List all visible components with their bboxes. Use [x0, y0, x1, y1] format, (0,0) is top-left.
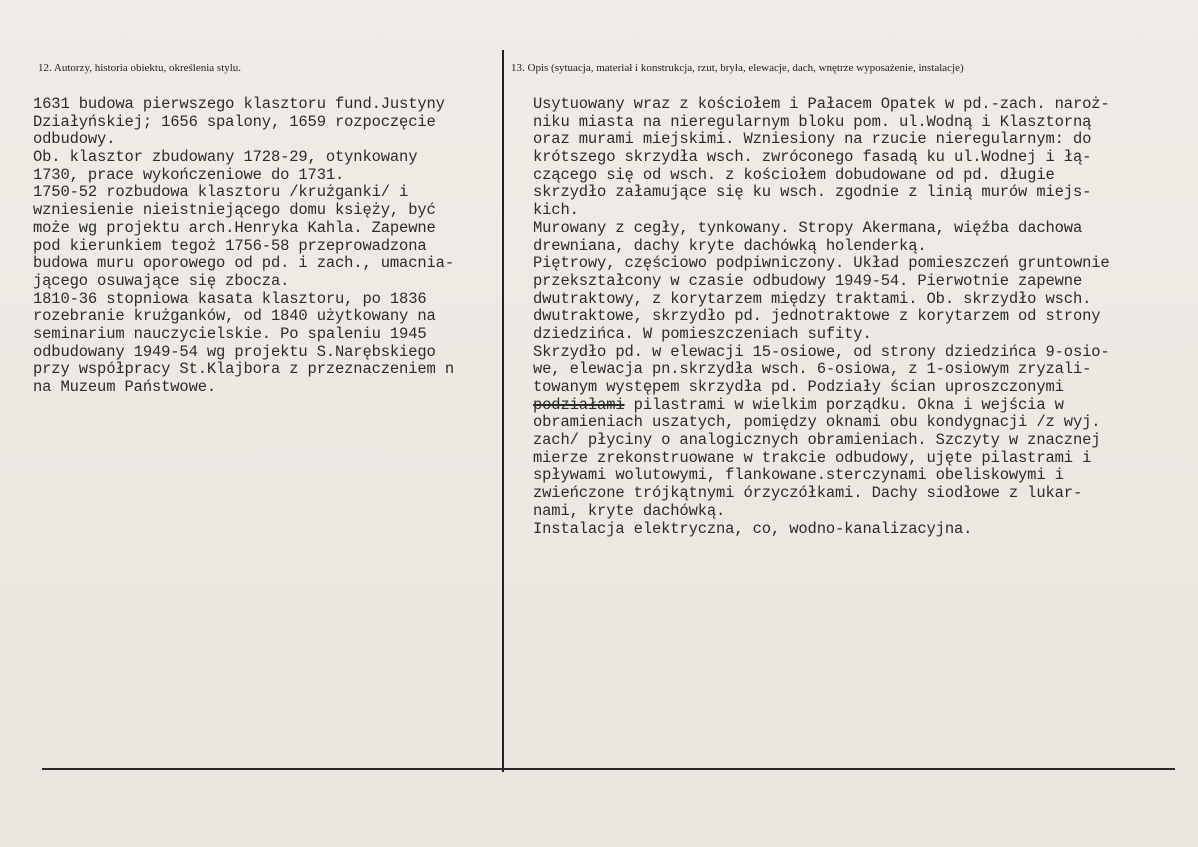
struck-out-word: podziałami	[533, 395, 625, 414]
text-line-with-strikeout	[533, 397, 1183, 415]
text-line: odbudowy.	[33, 130, 116, 149]
text-line: drewniana, dachy kryte dachówką holenderką.	[533, 236, 927, 255]
text-line: przekształcony w czasie odbudowy 1949-54. Pierwotnie zapewne	[533, 271, 1083, 290]
text-line: zwieńczone trójkątnymi órzyczółkami. Dachy siodłowe z lukar-	[533, 484, 1083, 503]
text-line: krótszego skrzydła wsch. zwróconego fasadą ku ul.Wodnej i łą-	[533, 148, 1092, 167]
text-line: skrzydło załamujące się ku wsch. zgodnie z linią murów miejs-	[533, 183, 1092, 202]
section-12-header: 12. Autorzy, historia obiektu, określenia stylu.	[38, 62, 242, 74]
text-line: odbudowany 1949-54 wg projektu S.Narębskiego	[33, 342, 436, 361]
bottom-rule	[42, 768, 1175, 770]
text-line: Ob. klasztor zbudowany 1728-29, otynkowany	[33, 148, 418, 167]
text-line: seminarium nauczycielskie. Po spaleniu 1945	[33, 324, 427, 343]
text-line: spływami wolutowymi, flankowane.sterczynami obeliskowymi i	[533, 466, 1064, 485]
text-line: dziedzińca. W pomieszczeniach sufity.	[533, 324, 872, 343]
text-line: wzniesienie nieistniejącego domu księży, być	[33, 201, 436, 220]
text-line: niku miasta na nieregularnym bloku pom. ul.Wodną i Klasztorną	[533, 112, 1092, 131]
text-line: kich.	[533, 201, 579, 220]
text-line: Działyńskiej; 1656 spalony, 1659 rozpoczęcie	[33, 112, 436, 131]
text-line-rest: pilastrami w wielkim porządku. Okna i wejścia w	[624, 395, 1064, 414]
text-line: na Muzeum Państwowe.	[33, 378, 217, 396]
text-line: Murowany z cegły, tynkowany. Stropy Akermana, więźba dachowa	[533, 218, 1083, 237]
text-line: 1810-36 stopniowa kasata klasztoru, po 1836	[33, 289, 427, 308]
section-13-header: 13. Opis (sytuacja, materiał i konstrukcja, rzut, bryła, elewacje, dach, wnętrze wyposażenie, instalacje)	[511, 62, 964, 74]
text-line: dwutraktowe, skrzydło pd. jednotraktowe z korytarzem od strony	[533, 307, 1101, 326]
description-text	[533, 96, 1183, 538]
text-line: Usytuowany wraz z kościołem i Pałacem Opatek w pd.-zach. naroż-	[533, 95, 1110, 113]
text-line: zach/ płyciny o analogicznych obramieniach. Szczyty w znacznej	[533, 431, 1101, 450]
text-line: czącego się od wsch. z kościołem dobudowane od pd. długie	[533, 165, 1055, 184]
text-line: Instalacja elektryczna, co, wodno-kanalizacyjna.	[533, 519, 973, 538]
text-line: we, elewacja pn.skrzydła wsch. 6-osiowa, z 1-osiowym zryzali-	[533, 360, 1092, 379]
text-line: pod kierunkiem tegoż 1756-58 przeprowadzona	[33, 236, 427, 255]
text-line: 1631 budowa pierwszego klasztoru fund.Justyny	[33, 95, 445, 113]
text-line: może wg projektu arch.Henryka Kahla. Zapewne	[33, 218, 436, 237]
text-line: budowa muru oporowego od pd. i zach., umacnia-	[33, 254, 454, 273]
text-line: oraz murami miejskimi. Wzniesiony na rzucie nieregularnym: do	[533, 130, 1092, 149]
text-line: jącego osuwające się zbocza.	[33, 271, 290, 290]
text-line: mierze zrekonstruowane w trakcie odbudowy, ujęte pilastrami i	[533, 448, 1092, 467]
text-line: nami, kryte dachówką.	[533, 501, 726, 520]
text-line: rozebranie krużganków, od 1840 użytkowany na	[33, 307, 436, 326]
column-divider	[502, 50, 504, 772]
text-line: przy współpracy St.Klajbora z przeznaczeniem n	[33, 360, 454, 379]
text-line: obramieniach uszatych, pomiędzy oknami obu kondygnacji /z wyj.	[533, 413, 1101, 432]
text-line: 1730, prace wykończeniowe do 1731.	[33, 165, 345, 184]
text-line: 1750-52 rozbudowa klasztoru /krużganki/ i	[33, 183, 409, 202]
text-line: Skrzydło pd. w elewacji 15-osiowe, od strony dziedzińca 9-osio-	[533, 342, 1110, 361]
text-line: towanym występem skrzydła pd. Podziały ścian uproszczonymi	[533, 378, 1064, 396]
history-text	[33, 96, 498, 397]
text-line: Piętrowy, częściowo podpiwniczony. Układ pomieszczeń gruntownie	[533, 254, 1110, 273]
text-line: dwutraktowy, z korytarzem między traktami. Ob. skrzydło wsch.	[533, 289, 1092, 308]
